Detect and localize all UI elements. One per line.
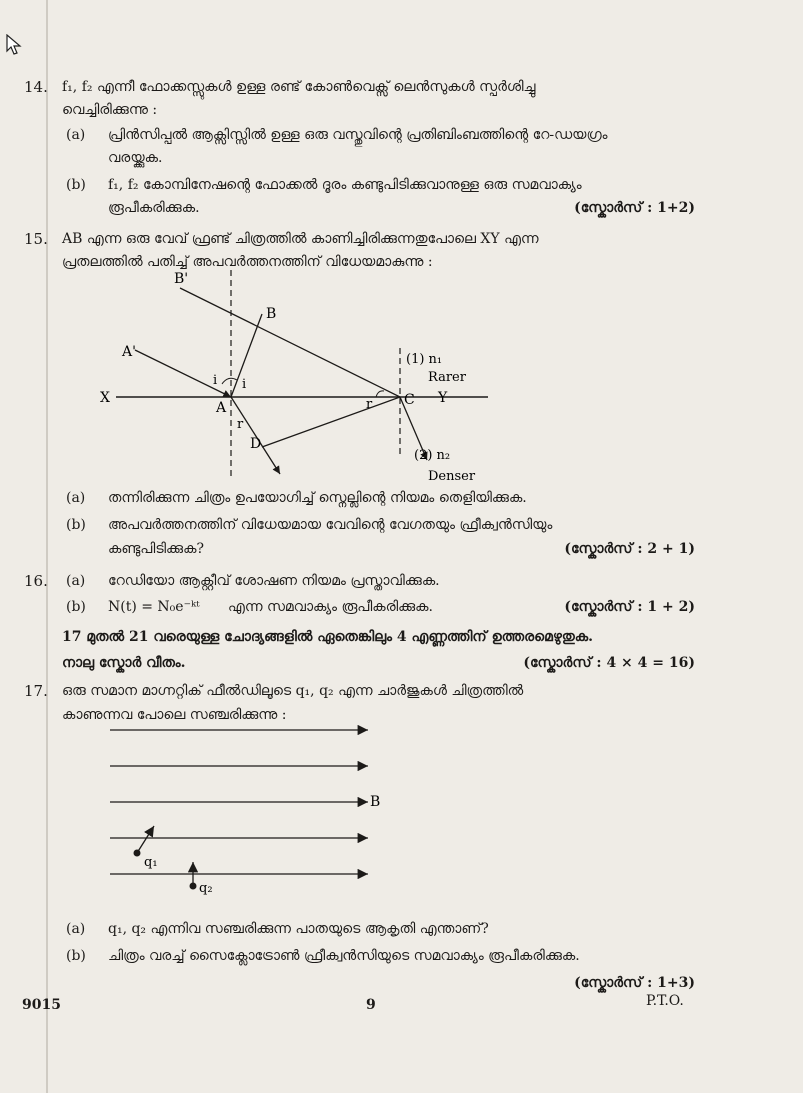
label-c: C <box>404 392 415 408</box>
subpart-text: തന്നിരിക്കുന്ന ചിത്രം ഉപയോഗിച്ച് സ്നെല്ലിന്റെ നിയമം തെളിയിക്കുക. <box>108 490 527 506</box>
label-rarer: Rarer <box>428 370 466 385</box>
instruction-text: നാലു സ്കോർ വീതം. <box>62 655 186 671</box>
question-text: പ്രതലത്തിൽ പതിച്ച് അപവർത്തനത്തിന് വിധേയമാകുന്നു : <box>62 254 433 270</box>
subpart-label: (b) <box>66 177 86 193</box>
score: (സ്കോർസ് : 4 × 4 = 16) <box>523 655 695 671</box>
question-text: ഒരു സമാന മാഗ്നറ്റിക് ഫീൽഡിലൂടെ q₁, q₂ എന്ന ചാർജുകൾ ചിത്രത്തിൽ <box>62 683 524 699</box>
question-number: 16. <box>24 572 48 590</box>
label-b: B <box>266 306 277 322</box>
subpart-text: f₁, f₂ കോമ്പിനേഷന്റെ ഫോക്കൽ ദൂരം കണ്ടുപിടിക്കുവാനുള്ള ഒരു സമവാക്യം <box>108 177 582 193</box>
score: (സ്കോർസ് : 1 + 2) <box>564 599 695 615</box>
label-medium-1: (1) n₁ <box>406 352 443 367</box>
subpart-label: (a) <box>66 573 86 589</box>
angle-r-arc <box>376 391 384 397</box>
label-i-right: i <box>242 377 247 392</box>
magnetic-field-diagram <box>100 720 400 900</box>
refraction-diagram <box>100 270 500 490</box>
subpart-text: റേഡിയോ ആക്റ്റീവ് ശോഷണ നിയമം പ്രസ്താവിക്കുക. <box>108 573 440 589</box>
question-text: വെച്ചിരിക്കുന്നു : <box>62 102 158 118</box>
subpart-label: (a) <box>66 921 86 937</box>
pto-label: P.T.O. <box>646 993 684 1009</box>
subpart-label: (b) <box>66 517 86 533</box>
label-i-left: i <box>213 373 218 388</box>
subpart-text: വരയ്ക്കുക. <box>108 150 163 166</box>
subpart-text: കണ്ടുപിടിക്കുക? <box>108 541 204 557</box>
angle-i-arc <box>222 378 237 384</box>
question-text: f₁, f₂ എന്നീ ഫോക്കസ്സുകൾ ഉള്ള രണ്ട് കോൺവെക്സ് ലെൻസുകൾ സ്പർശിച്ചു <box>62 79 536 95</box>
instruction-text: 17 മുതൽ 21 വരെയുള്ള ചോദ്യങ്ങളിൽ ഏതെങ്കിലും 4 എണ്ണത്തിന് ഉത്തരമെഴുതുക. <box>62 629 594 645</box>
subpart-text: q₁, q₂ എന്നിവ സഞ്ചരിക്കുന്ന പാതയുടെ ആകൃതി എന്താണ്? <box>108 921 489 937</box>
label-r-right: r <box>366 397 373 412</box>
score: (സ്കോർസ് : 2 + 1) <box>564 541 695 557</box>
mouse-pointer-icon <box>6 34 22 56</box>
question-text: കാണുന്നവ പോലെ സഞ്ചരിക്കുന്നു : <box>62 707 287 723</box>
score: (സ്കോർസ് : 1+3) <box>574 975 695 991</box>
page-number: 9 <box>366 997 376 1013</box>
velocity-q1 <box>137 826 154 853</box>
label-b-field: B <box>370 794 381 810</box>
subpart-text: എന്ന സമവാക്യം രൂപീകരിക്കുക. <box>228 599 433 615</box>
wavefront-ab <box>231 314 262 397</box>
subpart-text: ചിത്രം വരച്ച് സൈക്ലോട്രോൺ ഫ്രീക്വൻസിയുടെ സമവാക്യം രൂപീകരിക്കുക. <box>108 948 580 964</box>
label-q2: q₂ <box>199 881 213 896</box>
subpart-label: (a) <box>66 490 86 506</box>
subpart-text: പ്രിൻസിപ്പൽ ആക്സിസ്സിൽ ഉള്ള ഒരു വസ്തുവിന്റെ പ്രതിബിംബത്തിന്റെ റേ-ഡയഗ്രം <box>108 127 608 143</box>
paper-code: 9015 <box>22 997 61 1013</box>
subpart-label: (b) <box>66 599 86 615</box>
subpart-text: രൂപീകരിക്കുക. <box>108 200 200 216</box>
label-a-prime: A' <box>122 344 136 360</box>
decay-formula: N(t) = N₀e⁻ᵏᵗ <box>108 599 200 615</box>
wavefront-dc <box>262 397 400 447</box>
question-text: AB എന്ന ഒരു വേവ് ഫ്രണ്ട് ചിത്രത്തിൽ കാണിച്ചിരിക്കുന്നതുപോലെ XY എന്ന <box>62 231 539 247</box>
subpart-label: (b) <box>66 948 86 964</box>
label-d: D <box>250 436 262 452</box>
label-a: A <box>216 400 227 416</box>
question-number: 15. <box>24 230 48 248</box>
label-b-prime: B' <box>174 271 189 287</box>
score: (സ്കോർസ് : 1+2) <box>574 200 695 216</box>
label-denser: Denser <box>428 469 476 484</box>
subpart-text: അപവർത്തനത്തിന് വിധേയമായ വേവിന്റെ വേഗതയും ഫ്രീക്വൻസിയും <box>108 517 553 533</box>
label-medium-2: (2) n₂ <box>414 448 451 463</box>
label-y: Y <box>438 390 448 406</box>
label-q1: q₁ <box>144 855 158 870</box>
subpart-label: (a) <box>66 127 86 143</box>
question-number: 14. <box>24 78 48 96</box>
page-margin-line <box>46 0 48 1093</box>
question-number: 17. <box>24 682 48 700</box>
label-r-left: r <box>237 417 244 432</box>
label-x: X <box>100 390 110 406</box>
